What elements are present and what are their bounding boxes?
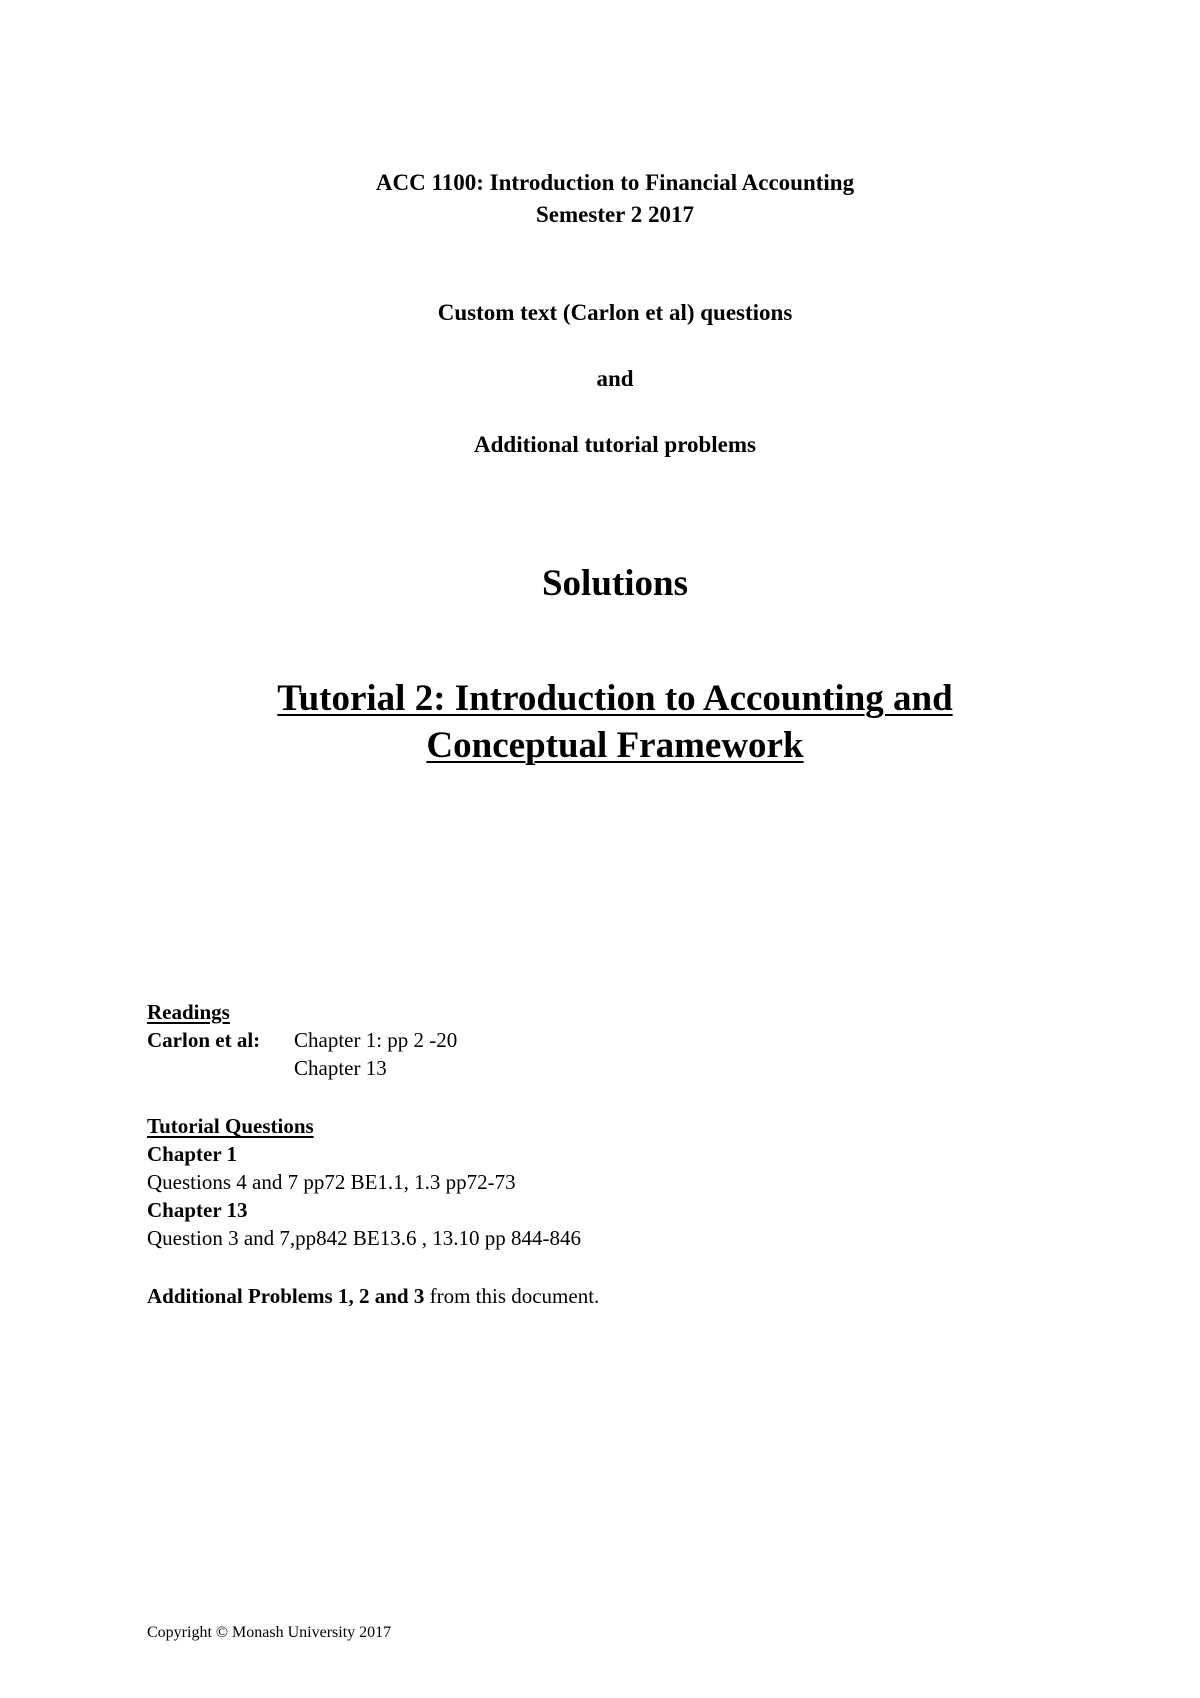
author-label: Carlon et al: bbox=[147, 1028, 261, 1052]
tutorial-questions-section bbox=[147, 1112, 581, 1252]
readings-heading: Readings bbox=[147, 1000, 230, 1024]
reading-chapter-1: Chapter 1: pp 2 -20 bbox=[294, 1028, 458, 1052]
copyright-footer: Copyright © Monash University 2017 bbox=[147, 1624, 392, 1641]
custom-text-line: Custom text (Carlon et al) questions bbox=[437, 300, 793, 325]
readings-row-2 bbox=[147, 1054, 457, 1082]
additional-problems-note bbox=[147, 1282, 599, 1310]
chapter13-heading: Chapter 13 bbox=[147, 1198, 248, 1222]
tutorial-title-line2: Conceptual Framework bbox=[426, 725, 804, 766]
and-line: and bbox=[596, 366, 634, 391]
course-title: ACC 1100: Introduction to Financial Accounting bbox=[375, 170, 855, 195]
tutorial-questions-heading: Tutorial Questions bbox=[147, 1114, 314, 1138]
readings-section bbox=[147, 998, 457, 1082]
solutions-heading: Solutions bbox=[541, 563, 688, 604]
reading-chapter-13: Chapter 13 bbox=[294, 1056, 387, 1080]
chapter1-heading: Chapter 1 bbox=[147, 1142, 238, 1166]
additional-problems-rest: from this document. bbox=[424, 1284, 600, 1308]
chapter13-questions: Question 3 and 7,pp842 BE13.6 , 13.10 pp 844-846 bbox=[147, 1226, 581, 1250]
tutorial-title-line1: Tutorial 2: Introduction to Accounting and bbox=[277, 678, 953, 719]
chapter1-questions: Questions 4 and 7 pp72 BE1.1, 1.3 pp72-73 bbox=[147, 1170, 516, 1194]
additional-problems-bold: Additional Problems 1, 2 and 3 bbox=[147, 1284, 425, 1308]
semester-line: Semester 2 2017 bbox=[536, 202, 694, 227]
additional-problems-line: Additional tutorial problems bbox=[474, 432, 756, 457]
readings-row-1 bbox=[147, 1026, 457, 1054]
